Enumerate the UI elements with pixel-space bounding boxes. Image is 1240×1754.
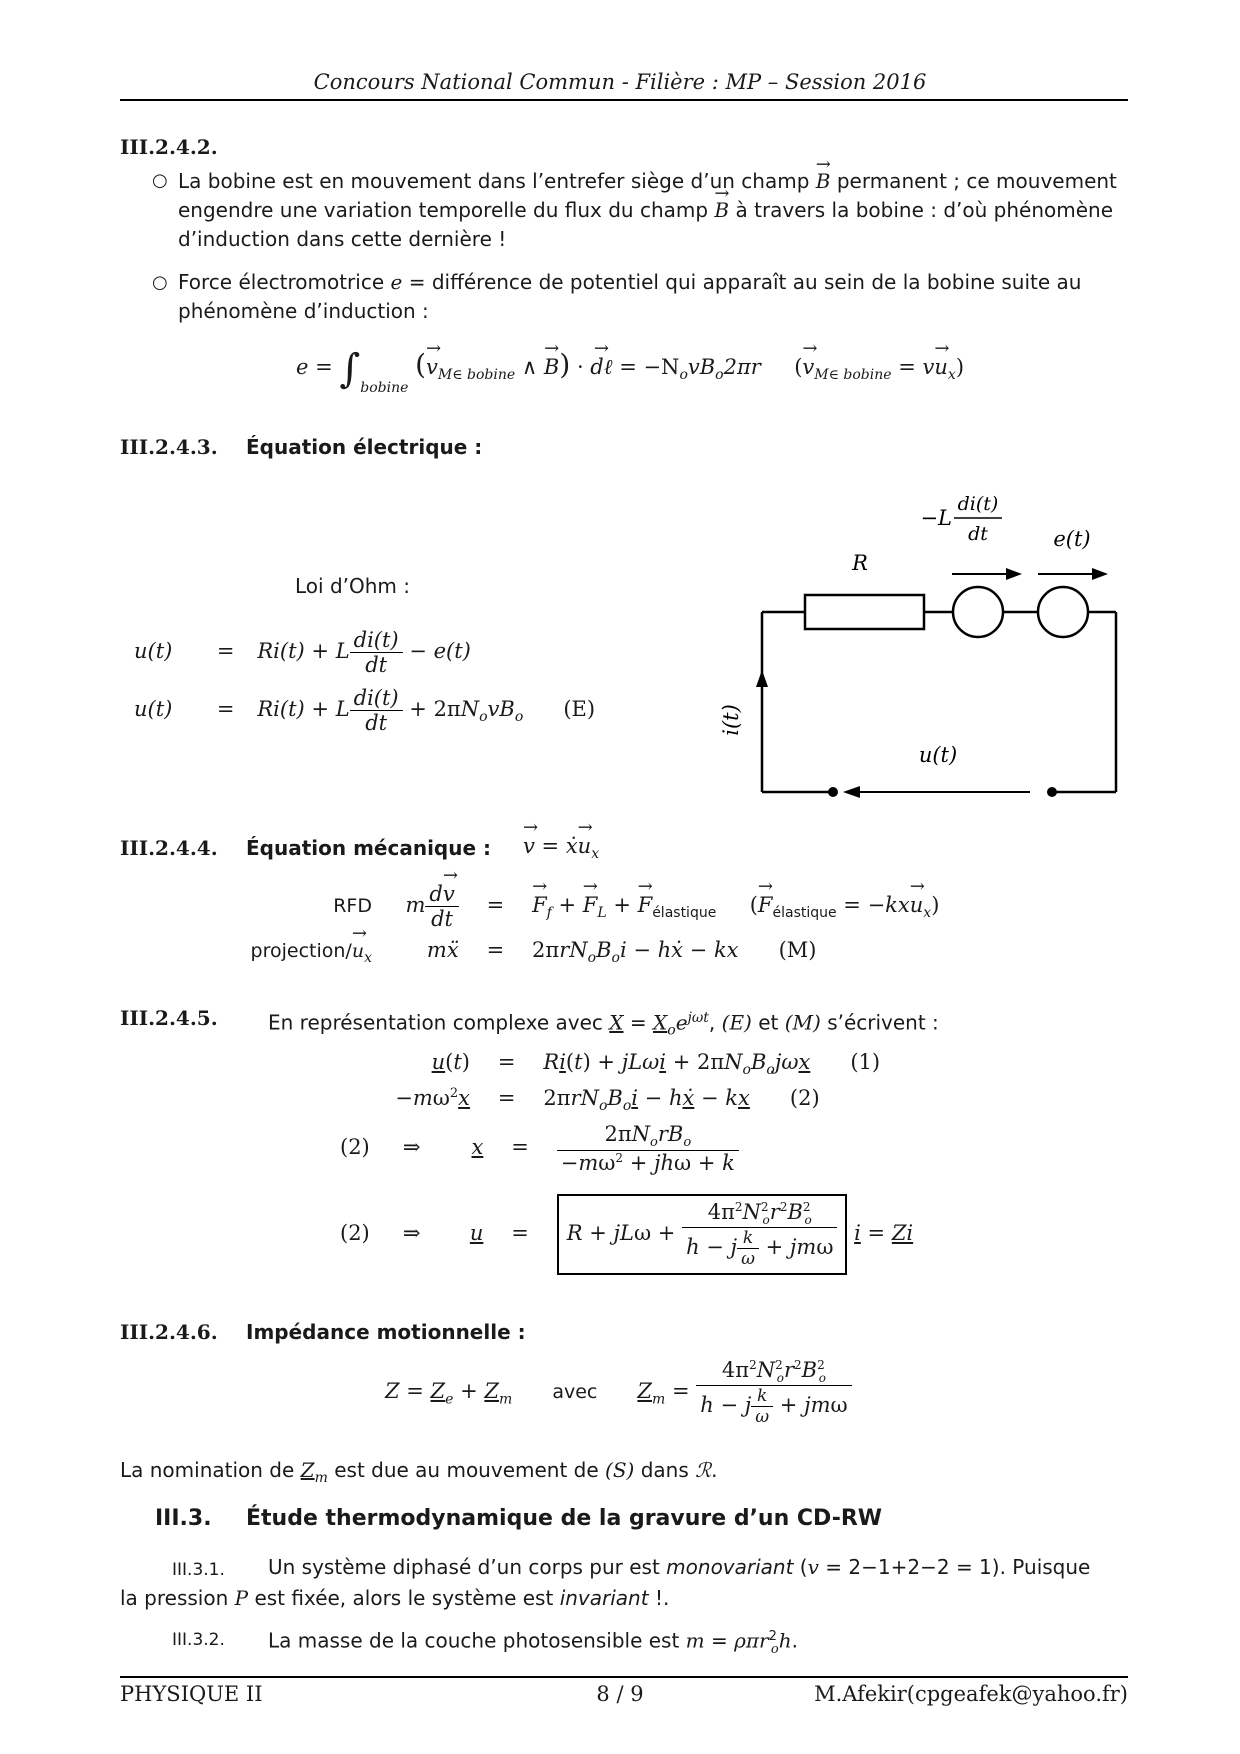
section-title-33: Étude thermodynamique de la gravure d’un CD-RW bbox=[246, 1506, 883, 1531]
page-header: Concours National Commun - Filière : MP – Session 2016 bbox=[313, 70, 927, 94]
emf-equation: $e = \int_{bobine}$ (→ $v_{M\in bobine}$ ∧ → B) · → dℓ = $-N_ovB_o2\pi r$ (→ $v_{M\in bobine} = v\to u_x$) bbox=[296, 346, 964, 396]
paragraph-331-line2: la pression P est fixée, alors le système est invariant !. bbox=[120, 1586, 670, 1610]
paragraph-331-line1: Un système diphasé d’un corps pur est monovariant (v = 2−1+2−2 = 1). Puisque bbox=[268, 1555, 1091, 1579]
header-rule bbox=[120, 99, 1128, 101]
label-R: R bbox=[852, 551, 868, 575]
section-number-2443: III.2.4.3. bbox=[120, 435, 218, 459]
label-u: u(t) bbox=[918, 743, 958, 767]
electrical-equations: u(t) = Ri(t) + L $\frac{di(t)}{dt}$ − e(t) u(t) = Ri(t) + L $\frac{di(t)}{dt}$ + $2\pi N_ovB_o$ (E) bbox=[134, 628, 596, 735]
voltage-arrow bbox=[843, 786, 860, 798]
paragraph-332: La masse de la couche photosensible est m = ρπr$^2_o$h. bbox=[268, 1628, 798, 1657]
current-arrow bbox=[756, 670, 768, 687]
section-title-2443: Équation électrique : bbox=[246, 435, 483, 459]
footer-right: M.Afekir(cpgeafek@yahoo.fr) bbox=[814, 1682, 1128, 1706]
label-L-prefix: −L bbox=[920, 506, 952, 530]
footer-left: PHYSIQUE II bbox=[120, 1682, 263, 1706]
section-number-2446: III.2.4.6. bbox=[120, 1320, 218, 1344]
paragraph-number-332: III.3.2. bbox=[172, 1630, 225, 1650]
circuit-diagram bbox=[700, 480, 1130, 800]
resistor-symbol bbox=[805, 595, 924, 629]
paragraph-number-331: III.3.1. bbox=[172, 1560, 225, 1580]
terminal-left bbox=[828, 787, 838, 797]
bullet-2-text: Force électromotrice e = différence de potentiel qui apparaît au sein de la bobine suite au phénomène d’induction : bbox=[178, 270, 1082, 323]
mechanical-equations: RFD m $\frac{d\to v}{dt}$ = → $F_f$ + → $F_L$ + → $F_{élastique}$ (→ $F_{élastique} = -kx\to u_x$) projection/→ $u_x$ mẍ = $2\pi rN_oB_oi$ − hẋ − kx (M) bbox=[240, 882, 1040, 978]
label-L-num: di(t) bbox=[957, 493, 999, 515]
section-number-2445: III.2.4.5. bbox=[120, 1006, 218, 1030]
footer-rule bbox=[120, 1676, 1128, 1678]
section-number-2442: III.2.4.2. bbox=[120, 135, 218, 159]
velocity-definition: → v = ẋ→ $u_x$ bbox=[523, 834, 599, 862]
terminal-right bbox=[1047, 787, 1057, 797]
nomination-sentence: La nomination de $Z_m$ est due au mouvement de (S) dans ℛ. bbox=[120, 1458, 718, 1486]
footer-page-number: 8 / 9 bbox=[596, 1682, 644, 1706]
complex-intro: En représentation complexe avec $X = X_oe^{j\omega t}$, (E) et (M) s’écrivent : bbox=[268, 1010, 939, 1039]
section-number-33: III.3. bbox=[155, 1506, 212, 1531]
impedance-equation: $Z = Z_e + Z_m$ avec $Z_m$ = $4\pi^2N^2_or^2B^2_o$ h − j $\frac{k}{\omega}$ + jmω bbox=[385, 1358, 852, 1427]
emf-source-symbol bbox=[1038, 587, 1088, 637]
section-number-2444: III.2.4.4. bbox=[120, 836, 218, 860]
label-L-den: dt bbox=[968, 523, 988, 545]
bullet-icon: ○ bbox=[152, 170, 168, 191]
section-title-2446: Impédance motionnelle : bbox=[246, 1320, 526, 1344]
label-i: i(t) bbox=[719, 704, 743, 736]
section-title-2444: Équation mécanique : bbox=[246, 836, 491, 860]
complex-equations: $u(t) = Ri(t) + jL\omega i + 2\pi N_oB_oj\omega x$ (1) $-m\omega^2x = 2\pi rN_oB_oi$ − hẋ − kx (2) (2) ⇒ x = $\frac{2\pi N_orB_o}{-m\omega^2 + jh\omega + k}$ (2) ⇒ u = R + jLω + $4\pi^2N^2_or^2B^2_o$ h − j $\frac{k}{\omega}$ + jmω i = Zi bbox=[340, 1050, 940, 1290]
bullet-icon: ○ bbox=[152, 272, 168, 293]
bullet-1-text: La bobine est en mouvement dans l’entrefer siège d’un champ → B permanent ; ce mouvement engendre une variation temporelle du flux du champ → B à travers la bobine : d’où phénomène d’induction dans cette dernière ! bbox=[178, 167, 1130, 254]
label-emf: e(t) bbox=[1053, 527, 1091, 551]
ohm-law-label: Loi d’Ohm : bbox=[295, 574, 410, 598]
inductance-source-symbol bbox=[953, 587, 1003, 637]
